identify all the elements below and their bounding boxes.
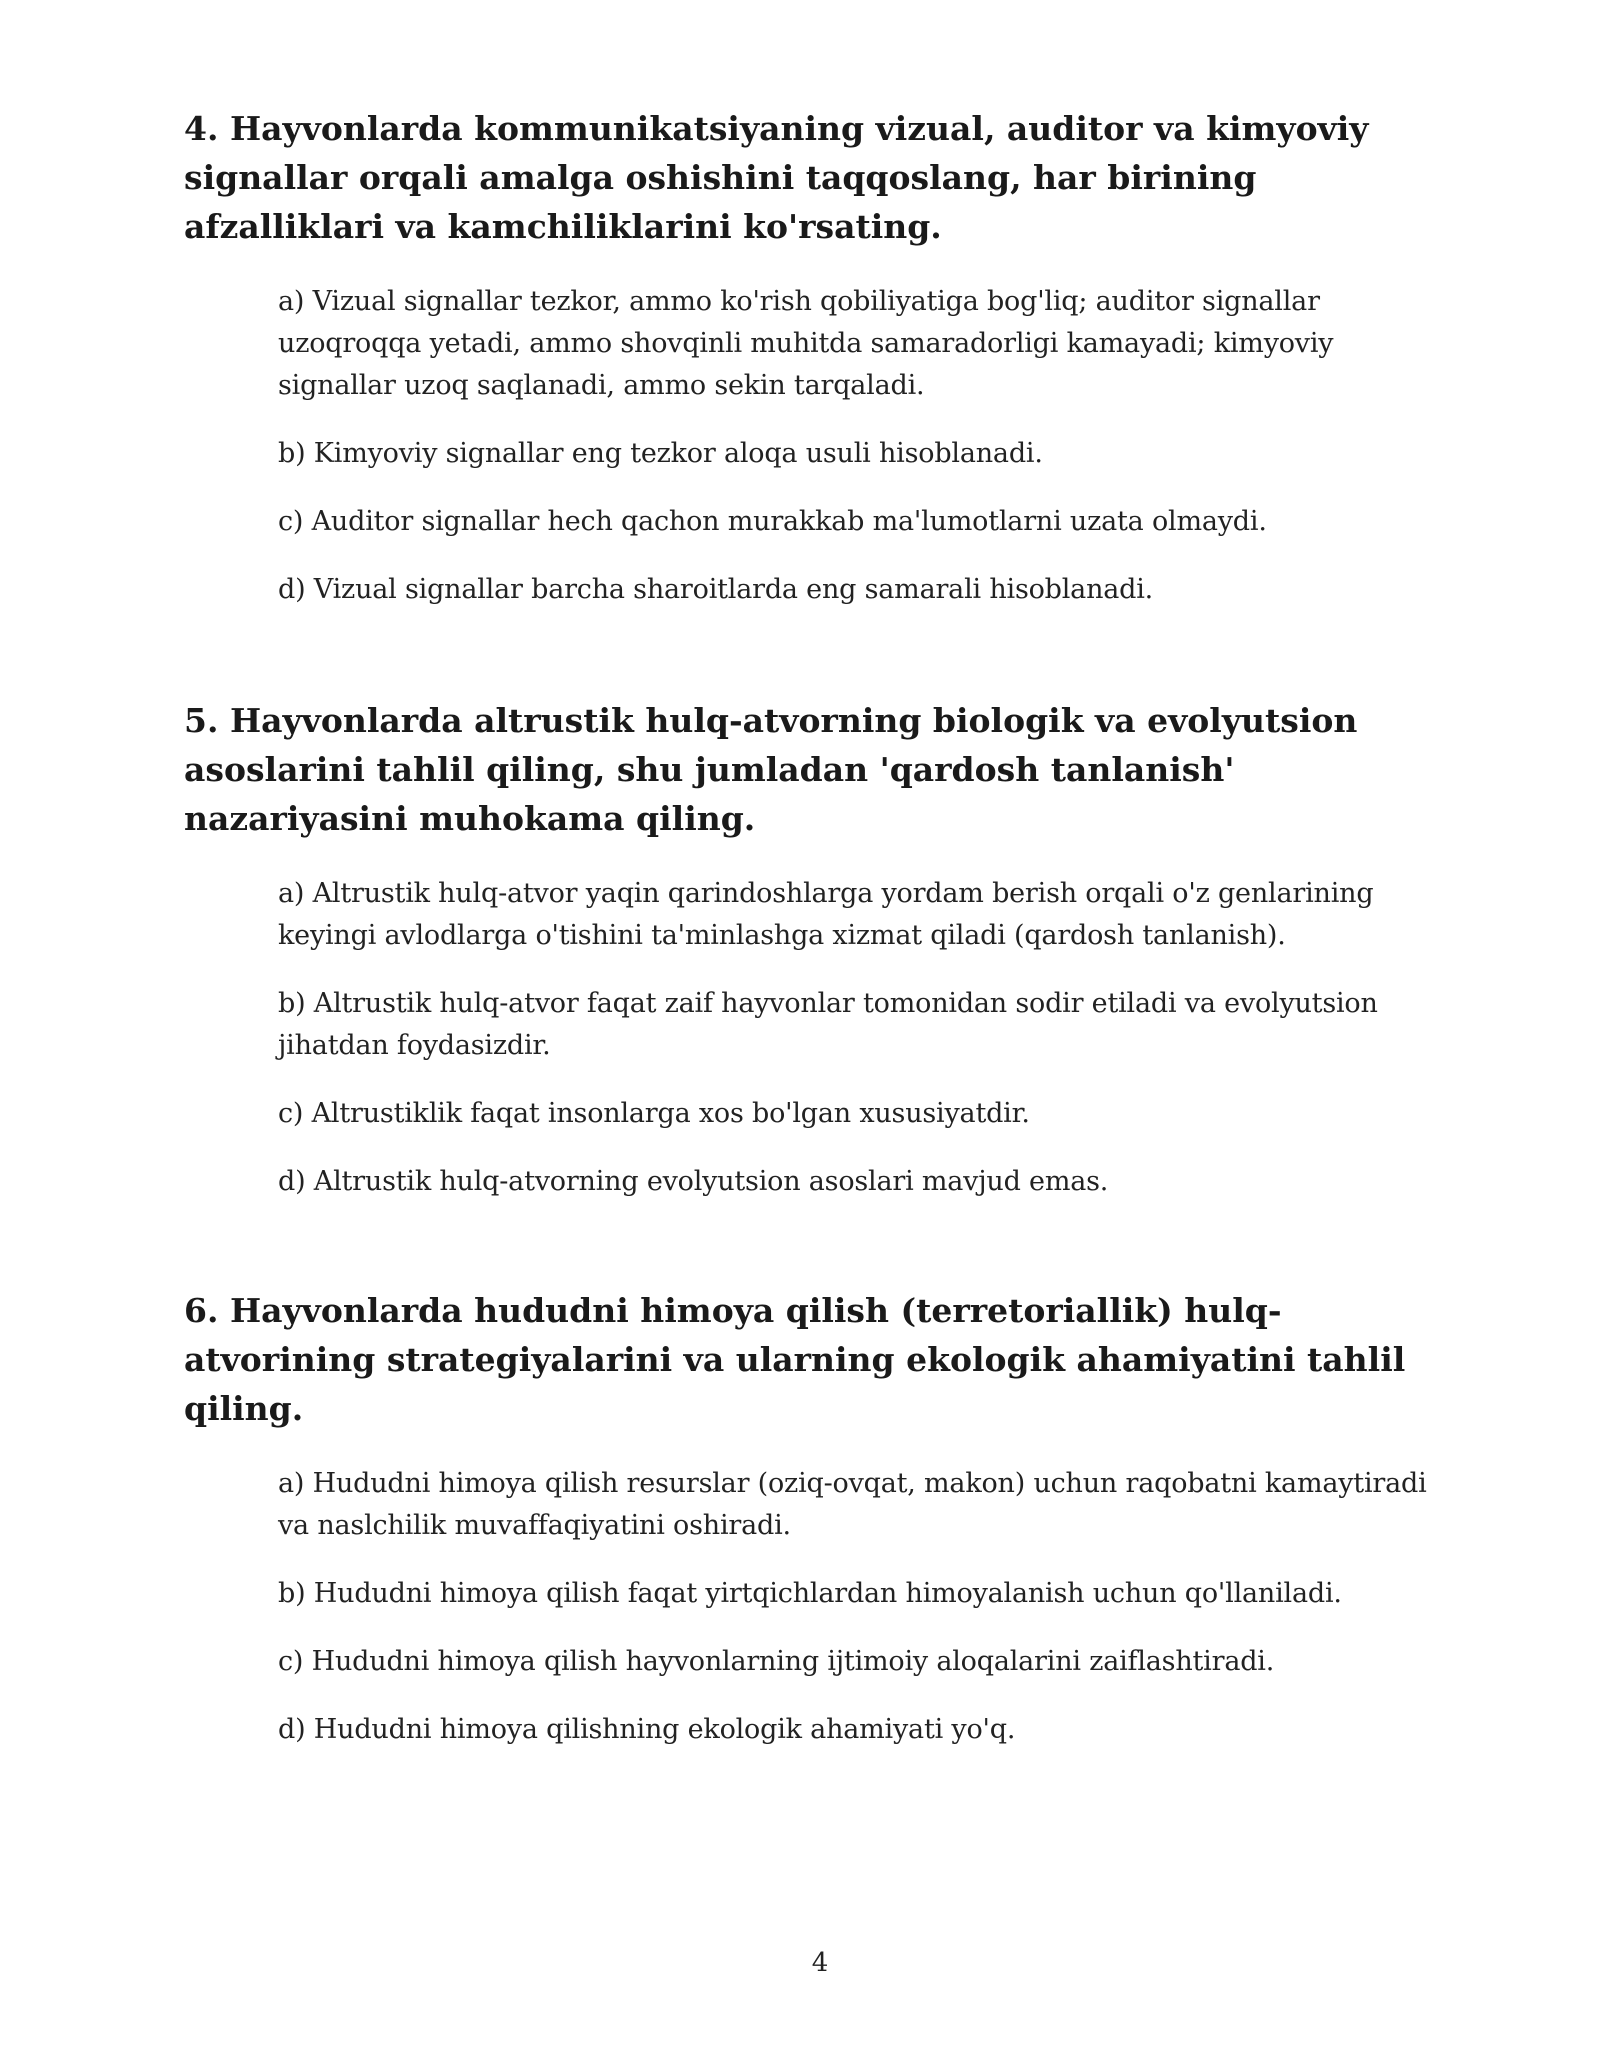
page-number: 4 xyxy=(811,1948,829,1978)
option-a: a) Hududni himoya qilish resurslar (oziq-ovqat, makon) uchun raqobatni kamaytiradi va naslchilik muvaffaqiyatini oshiradi. xyxy=(278,1468,1427,1541)
option-c: c) Altrustiklik faqat insonlarga xos bo'lgan xususiyatdir. xyxy=(278,1098,1030,1129)
option-b: b) Kimyoviy signallar eng tezkor aloqa usuli hisoblanadi. xyxy=(278,438,1043,469)
question-4 xyxy=(184,104,1454,637)
answer-options xyxy=(278,1463,1454,1751)
answer-options xyxy=(278,873,1454,1203)
question-5 xyxy=(184,696,1454,1229)
option-c: c) Auditor signallar hech qachon murakkab ma'lumotlarni uzata olmaydi. xyxy=(278,506,1267,537)
option-c: c) Hududni himoya qilish hayvonlarning ijtimoiy aloqalarini zaiflashtiradi. xyxy=(278,1646,1275,1677)
option-a: a) Vizual signallar tezkor, ammo ko'rish qobiliyatiga bog'liq; auditor signallar uzoqroqqa yetadi, ammo shovqinli muhitda samaradorligi kamayadi; kimyoviy signallar uzoq saqlanadi, ammo sekin tarqaladi. xyxy=(278,286,1334,401)
question-title: 5. Hayvonlarda altrustik hulq-atvorning biologik va evolyutsion asoslarini tahlil qiling, shu jumladan 'qardosh tanlanish' nazariyasini muhokama qiling. xyxy=(184,701,1358,838)
option-b: b) Altrustik hulq-atvor faqat zaif hayvonlar tomonidan sodir etiladi va evolyutsion jihatdan foydasizdir. xyxy=(278,988,1378,1061)
option-d: d) Vizual signallar barcha sharoitlarda eng samarali hisoblanadi. xyxy=(278,574,1154,605)
option-d: d) Hududni himoya qilishning ekologik ahamiyati yo'q. xyxy=(278,1714,1016,1745)
option-a: a) Altrustik hulq-atvor yaqin qarindoshlarga yordam berish orqali o'z genlarining keyingi avlodlarga o'tishini ta'minlashga xizmat qiladi (qardosh tanlanish). xyxy=(278,878,1374,951)
question-6 xyxy=(184,1286,1454,1777)
option-b: b) Hududni himoya qilish faqat yirtqichlardan himoyalanish uchun qo'llaniladi. xyxy=(278,1578,1342,1609)
answer-options xyxy=(278,281,1454,611)
question-title: 6. Hayvonlarda hududni himoya qilish (terretoriallik) hulq-atvorining strategiyalarini va ularning ekologik ahamiyatini tahlil qiling. xyxy=(184,1291,1406,1428)
option-d: d) Altrustik hulq-atvorning evolyutsion asoslari mavjud emas. xyxy=(278,1166,1109,1197)
question-title: 4. Hayvonlarda kommunikatsiyaning vizual, auditor va kimyoviy signallar orqali amalga oshishini taqqoslang, har birining afzalliklari va kamchiliklarini ko'rsating. xyxy=(184,109,1369,246)
